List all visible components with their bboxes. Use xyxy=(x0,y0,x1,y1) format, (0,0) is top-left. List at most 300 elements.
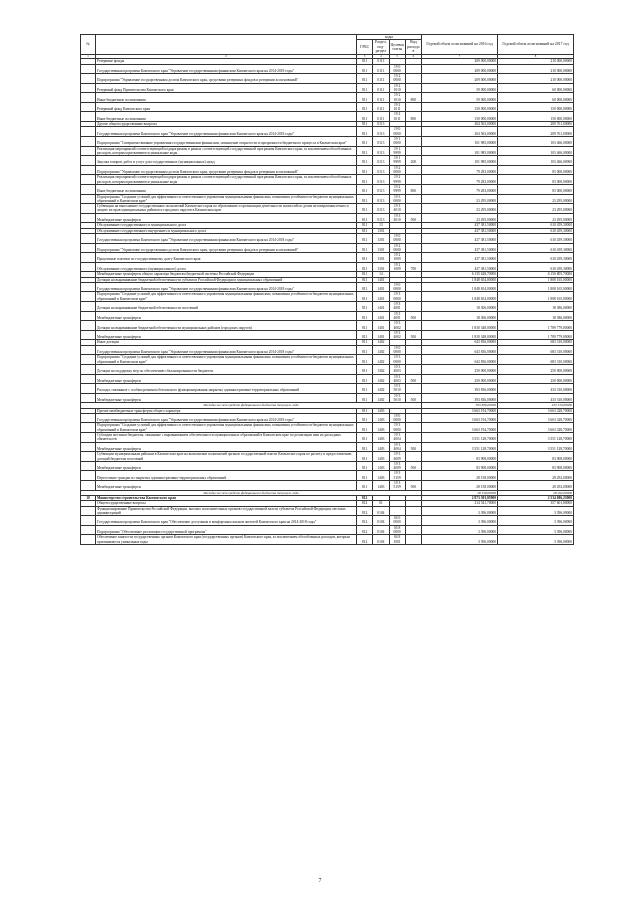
row-name: Обеспечение занятости государственных органов Камчатского края (государственных органов) Камчатского края, за исключением обособленных расходов, которым присваиваются уникальные коды xyxy=(96,535,357,545)
row-grbs: 811 xyxy=(357,292,373,302)
row-grbs: 812 xyxy=(357,506,373,516)
row-amount-2016: 3 396,00000 xyxy=(422,525,498,535)
row-grbs: 811 xyxy=(357,262,373,272)
row-number xyxy=(81,93,96,103)
table-body xyxy=(81,59,574,545)
table-row xyxy=(81,93,574,103)
row-target-article: 19 3 5010 xyxy=(389,384,405,394)
row-number xyxy=(81,311,96,321)
row-amount-2017: 3 396,00000 xyxy=(498,525,574,535)
table-row xyxy=(81,345,574,355)
row-amount-2016: 23 295,00000 xyxy=(422,194,498,204)
row-grbs: 811 xyxy=(357,321,373,331)
table-row xyxy=(81,184,574,194)
row-amount-2017: 3 396,00000 xyxy=(498,535,574,545)
row-target-article: 19 3 4001 xyxy=(389,302,405,312)
row-amount-2016: 393 836,00000 xyxy=(422,384,498,394)
row-expense-type: 700 xyxy=(405,262,421,272)
row-number xyxy=(81,127,96,137)
row-number xyxy=(81,321,96,331)
row-number xyxy=(81,355,96,365)
row-target-article: 04 0 0000 xyxy=(389,516,405,526)
table-row xyxy=(81,374,574,384)
row-amount-2017: 683 310,00000 xyxy=(498,355,574,365)
row-amount-2017: 83 000,00000 xyxy=(498,184,574,194)
row-grbs: 811 xyxy=(357,302,373,312)
row-name: Обслуживание государственного (муниципального) долга xyxy=(96,262,357,272)
row-razdel: 0113 xyxy=(373,204,389,214)
row-target-article: 19 3 5159 xyxy=(389,471,405,481)
row-expense-type xyxy=(405,345,421,355)
row-name: Дотации на выравнивание бюджетной обеспеченности муниципальных районов (городских округов) xyxy=(96,321,357,331)
row-target-article: 19 3 4004 xyxy=(389,442,405,452)
table-row xyxy=(81,413,574,423)
row-razdel: 1403 xyxy=(373,408,389,413)
row-amount-2016: 6 135 628,70000 xyxy=(422,272,498,277)
row-amount-2016: 150 000,00000 xyxy=(422,102,498,112)
row-amount-2016: 643 836,00000 xyxy=(422,340,498,345)
row-grbs: 811 xyxy=(357,243,373,253)
row-expense-type xyxy=(405,423,421,433)
row-target-article: 19 3 4003 xyxy=(389,364,405,374)
row-razdel: 0113 xyxy=(373,122,389,127)
row-amount-2017: 150 000,00000 xyxy=(498,102,574,112)
row-grbs: 811 xyxy=(357,442,373,452)
row-target-article: 19 2 1011 xyxy=(389,102,405,112)
row-expense-type: 800 xyxy=(405,184,421,194)
row-expense-type xyxy=(405,243,421,253)
row-target-article: 19 2 1011 xyxy=(389,112,405,122)
row-expense-type xyxy=(405,413,421,423)
row-expense-type xyxy=(405,321,421,331)
row-grbs: 811 xyxy=(357,64,373,74)
row-target-article: 19 0 0000 xyxy=(389,64,405,74)
row-number xyxy=(81,213,96,223)
row-name: Межбюджетные трансферты общего характера бюджетам бюджетной системы Российской Федерации xyxy=(96,272,357,277)
row-razdel: 0113 xyxy=(373,184,389,194)
row-expense-type xyxy=(405,506,421,516)
table-row xyxy=(81,461,574,471)
table-row xyxy=(81,321,574,331)
row-razdel: 1301 xyxy=(373,262,389,272)
row-expense-type xyxy=(405,127,421,137)
row-amount-2016: 28 158,00000 xyxy=(422,490,498,495)
row-name: Обслуживание государственного и муниципального долга xyxy=(96,223,357,228)
row-razdel: 0104 xyxy=(373,525,389,535)
row-amount-2017: 2 534 686,23000 xyxy=(498,495,574,500)
table-row xyxy=(81,384,574,394)
row-amount-2017: 210 000,00000 xyxy=(498,59,574,64)
row-expense-type xyxy=(405,194,421,204)
header-codes: коды xyxy=(357,35,422,40)
row-razdel: 0113 xyxy=(373,175,389,185)
table-row xyxy=(81,452,574,462)
row-grbs: 812 xyxy=(357,525,373,535)
row-target-article: 04 8 0000 xyxy=(389,525,405,535)
header-num: № xyxy=(81,35,96,55)
row-amount-2016: 1 848 654,00000 xyxy=(422,292,498,302)
row-razdel: 1301 xyxy=(373,253,389,263)
row-number xyxy=(81,102,96,112)
row-amount-2016: 101 985,00000 xyxy=(422,156,498,166)
table-row xyxy=(81,233,574,243)
row-number xyxy=(81,374,96,384)
row-expense-type xyxy=(405,384,421,394)
row-razdel: 1402 xyxy=(373,364,389,374)
row-target-article: 19 0 0000 xyxy=(389,233,405,243)
row-razdel: 0111 xyxy=(373,93,389,103)
row-grbs: 811 xyxy=(357,345,373,355)
row-expense-type xyxy=(405,364,421,374)
row-name: Подпрограмма "Управление государственным долгом Камчатского края, средствами резервных фондов и резервами ассигнований" xyxy=(96,165,357,175)
row-expense-type xyxy=(405,302,421,312)
row-amount-2017: 28 292,00000 xyxy=(498,490,574,495)
row-amount-2016: 1 848 654,00000 xyxy=(422,277,498,282)
row-expense-type xyxy=(405,292,421,302)
row-expense-type xyxy=(405,535,421,545)
row-expense-type xyxy=(405,175,421,185)
row-amount-2016: 79 283,00000 xyxy=(422,165,498,175)
table-row xyxy=(81,112,574,122)
row-amount-2016: 28 158,00000 xyxy=(422,481,498,491)
row-expense-type: 500 xyxy=(405,311,421,321)
header-razdel: Раздел, под-раздел xyxy=(373,40,389,54)
table-row xyxy=(81,282,574,292)
row-grbs: 811 xyxy=(357,452,373,462)
row-expense-type: 500 xyxy=(405,393,421,403)
col-index: 4 xyxy=(373,54,389,59)
row-amount-2016: 79 283,00000 xyxy=(422,175,498,185)
col-index: 5 xyxy=(389,54,405,59)
row-amount-2016: 1 848 654,00000 xyxy=(422,282,498,292)
row-razdel: 1403 xyxy=(373,413,389,423)
row-number xyxy=(81,525,96,535)
table-row xyxy=(81,165,574,175)
row-name: Межбюджетные трансферты xyxy=(96,442,357,452)
row-target-article: 19 3 0000 xyxy=(389,194,405,204)
table-row xyxy=(81,262,574,272)
table-row xyxy=(81,156,574,166)
row-name: Государственная программа Камчатского края "Управление государственными финансами Камчатского края на 2014-2018 годы" xyxy=(96,282,357,292)
row-amount-2017: 433 310,00000 xyxy=(498,393,574,403)
row-name: Реализация мероприятий соответствующей подпрограммы в рамках соответствующей государственной программы Камчатского края, за исключением обособленных расходов, которым присваиваются уникальные коды xyxy=(96,146,357,156)
row-expense-type xyxy=(405,516,421,526)
table-row xyxy=(81,292,574,302)
row-amount-2016: 3 396,00000 xyxy=(422,535,498,545)
row-amount-2016: 3 396,00000 xyxy=(422,506,498,516)
row-name: Подпрограмма "Управление государственным долгом Камчатского края, средствами резервных фондов и резервами ассигнований" xyxy=(96,74,357,84)
row-amount-2016: 83 908,00000 xyxy=(422,452,498,462)
row-amount-2017: 150 000,00000 xyxy=(498,112,574,122)
row-name: Подпрограмма "Совершенствование управления государственными финансами, повышение открытости и прозрачности бюджетного процесса в Камчатском крае" xyxy=(96,136,357,146)
row-number xyxy=(81,253,96,263)
row-target-article: 19 3 4002 xyxy=(389,330,405,340)
row-number xyxy=(81,233,96,243)
row-grbs: 811 xyxy=(357,277,373,282)
row-amount-2017: 209 761,00000 xyxy=(498,127,574,137)
row-amount-2017: 610 459,30000 xyxy=(498,243,574,253)
row-expense-type: 800 xyxy=(405,93,421,103)
row-razdel: 1403 xyxy=(373,461,389,471)
row-target-article: 19 2 0000 xyxy=(389,243,405,253)
row-amount-2017: 3 663 328,70000 xyxy=(498,423,574,433)
row-expense-type xyxy=(405,146,421,156)
row-amount-2017: 60 000,00000 xyxy=(498,93,574,103)
row-amount-2016: 393 836,00000 xyxy=(422,403,498,408)
row-expense-type: 800 xyxy=(405,112,421,122)
row-grbs: 811 xyxy=(357,59,373,64)
row-razdel: 1301 xyxy=(373,233,389,243)
col-index: 7 xyxy=(422,54,498,59)
row-amount-2017: 250 000,00000 xyxy=(498,364,574,374)
row-amount-2017: 28 292,00000 xyxy=(498,481,574,491)
table-row xyxy=(81,506,574,516)
row-amount-2016: 1 830 348,00000 xyxy=(422,321,498,331)
row-razdel: 0104 xyxy=(373,516,389,526)
row-amount-2017: 1 789 779,00000 xyxy=(498,321,574,331)
row-target-article: 19 3 4002 xyxy=(389,321,405,331)
page-number: 7 xyxy=(318,878,322,884)
row-razdel: 0113 xyxy=(373,165,389,175)
row-amount-2017: 1 808 165,00000 xyxy=(498,282,574,292)
row-razdel: 1403 xyxy=(373,471,389,481)
row-target-article: 19 2 9999 xyxy=(389,175,405,185)
row-razdel: 1401 xyxy=(373,292,389,302)
row-razdel: 0113 xyxy=(373,127,389,137)
row-amount-2016: 150 000,00000 xyxy=(422,112,498,122)
row-razdel: 1301 xyxy=(373,243,389,253)
row-grbs: 811 xyxy=(357,272,373,277)
row-amount-2016: 2 873 303,05900 xyxy=(422,495,498,500)
row-razdel: 13 xyxy=(373,223,389,228)
row-number xyxy=(81,194,96,204)
table-row xyxy=(81,102,574,112)
row-razdel: 0111 xyxy=(373,102,389,112)
row-amount-2017: 610 459,30000 xyxy=(498,233,574,243)
row-amount-2016: 23 295,00000 xyxy=(422,213,498,223)
row-razdel: 1402 xyxy=(373,374,389,384)
row-number xyxy=(81,204,96,214)
row-amount-2017: 683 310,00000 xyxy=(498,340,574,345)
row-amount-2017: 18 386,00000 xyxy=(498,311,574,321)
row-name: Обслуживание государственного внутреннего и муниципального долга xyxy=(96,228,357,233)
row-number xyxy=(81,156,96,166)
row-note: Расходы за счет средств федерального бюджета текущего года xyxy=(81,490,422,495)
row-name: Резервные фонды xyxy=(96,59,357,64)
row-amount-2017: 103 466,00000 xyxy=(498,136,574,146)
row-name: Межбюджетные трансферты xyxy=(96,311,357,321)
row-grbs: 811 xyxy=(357,165,373,175)
row-target-article: 19 1 9999 xyxy=(389,146,405,156)
row-number xyxy=(81,393,96,403)
row-number xyxy=(81,64,96,74)
row-razdel: 0113 xyxy=(373,136,389,146)
row-amount-2016: 250 000,00000 xyxy=(422,374,498,384)
row-grbs: 811 xyxy=(357,127,373,137)
row-name: Подпрограмма "Управление государственным долгом Камчатского края, средствами резервных фондов и резервами ассигнований" xyxy=(96,243,357,253)
row-grbs: 811 xyxy=(357,156,373,166)
row-target-article: 19 3 5159 xyxy=(389,481,405,491)
row-name: Государственная программа Камчатского края "Обеспечение доступным и комфортным жильем жителей Камчатского края на 2014-2018 годы" xyxy=(96,516,357,526)
table-row xyxy=(81,127,574,137)
row-razdel: 1402 xyxy=(373,384,389,394)
row-amount-2017: 250 000,00000 xyxy=(498,374,574,384)
row-expense-type xyxy=(405,136,421,146)
table-header-row-top xyxy=(81,35,574,40)
row-target-article: 19 2 1009 xyxy=(389,253,405,263)
row-number xyxy=(81,442,96,452)
row-grbs: 811 xyxy=(357,194,373,204)
row-amount-2017: 210 000,00000 xyxy=(498,74,574,84)
row-amount-2017: 1 808 165,00000 xyxy=(498,277,574,282)
row-grbs: 811 xyxy=(357,146,373,156)
row-amount-2017: 3 663 328,70000 xyxy=(498,413,574,423)
row-expense-type xyxy=(405,165,421,175)
row-target-article: 19 2 1009 xyxy=(389,262,405,272)
row-name: Иные дотации xyxy=(96,340,357,345)
row-target-article: 19 0 0000 xyxy=(389,282,405,292)
row-amount-2017: 683 310,00000 xyxy=(498,345,574,355)
row-grbs: 811 xyxy=(357,481,373,491)
table-row xyxy=(81,213,574,223)
row-number xyxy=(81,384,96,394)
row-grbs: 811 xyxy=(357,93,373,103)
row-expense-type: 500 xyxy=(405,213,421,223)
col-index: 6 xyxy=(405,54,421,59)
table-row xyxy=(81,175,574,185)
row-grbs: 812 xyxy=(357,535,373,545)
row-number xyxy=(81,175,96,185)
row-amount-2016: 250 000,00000 xyxy=(422,364,498,374)
table-row xyxy=(81,136,574,146)
row-name: Субвенции муниципальным районам в Камчатском крае на выполнение полномочий органов государственной власти Камчатского края по расчету и предоставлению дотаций бюджетам поселений xyxy=(96,452,357,462)
table-row xyxy=(81,471,574,481)
row-name: Другие общегосударственные вопросы xyxy=(96,122,357,127)
row-target-article: 19 3 5010 xyxy=(389,393,405,403)
row-target-article: 19 2 1010 xyxy=(389,93,405,103)
row-number xyxy=(81,146,96,156)
row-target-article: 19 3 4010 xyxy=(389,213,405,223)
row-amount-2016: 59 000,00000 xyxy=(422,83,498,93)
row-razdel: 1402 xyxy=(373,393,389,403)
row-expense-type xyxy=(405,83,421,93)
row-expense-type xyxy=(405,64,421,74)
row-number xyxy=(81,364,96,374)
row-grbs: 811 xyxy=(357,253,373,263)
row-number xyxy=(81,461,96,471)
row-name: Межбюджетные трансферты xyxy=(96,330,357,340)
row-grbs: 811 xyxy=(357,213,373,223)
row-amount-2017: 610 459,30000 xyxy=(498,253,574,263)
row-amount-2016: 209 000,00000 xyxy=(422,64,498,74)
header-expense-type: Вид расходов xyxy=(407,40,420,54)
row-number: 10 xyxy=(81,495,96,500)
row-amount-2017: 210 000,00000 xyxy=(498,64,574,74)
row-name: Общегосударственные вопросы xyxy=(96,501,357,506)
row-number xyxy=(81,112,96,122)
row-razdel: 0113 xyxy=(373,156,389,166)
row-razdel: 0111 xyxy=(373,64,389,74)
row-razdel: 01 xyxy=(373,501,389,506)
row-razdel: 1403 xyxy=(373,481,389,491)
row-amount-2017: 83 000,00000 xyxy=(498,175,574,185)
row-target-article: 19 3 0000 xyxy=(389,355,405,365)
row-number xyxy=(81,282,96,292)
row-expense-type xyxy=(405,452,421,462)
row-razdel: 0113 xyxy=(373,213,389,223)
row-grbs: 811 xyxy=(357,112,373,122)
table-row xyxy=(81,355,574,365)
row-name: Реализация мероприятий соответствующей подпрограммы в рамках соответствующей государственной программы Камчатского края, за исключением обособленных расходов, которым присваиваются уникальные коды xyxy=(96,175,357,185)
row-amount-2017: 1 789 779,00000 xyxy=(498,330,574,340)
row-amount-2017: 610 459,30000 xyxy=(498,262,574,272)
row-name: Межбюджетные трансферты xyxy=(96,461,357,471)
table-row xyxy=(81,243,574,253)
row-number xyxy=(81,243,96,253)
row-target-article: 19 2 0000 xyxy=(389,74,405,84)
row-expense-type xyxy=(405,204,421,214)
col-index: 2 xyxy=(96,54,357,59)
row-name: Дотации на выравнивание бюджетной обеспеченности поселений xyxy=(96,302,357,312)
table-row xyxy=(81,423,574,433)
row-name: Процентные платежи по государственному долгу Камчатского края xyxy=(96,253,357,263)
row-grbs: 811 xyxy=(357,471,373,481)
row-amount-2017: 28 292,00000 xyxy=(498,471,574,481)
row-razdel: 14 xyxy=(373,272,389,277)
table-row xyxy=(81,525,574,535)
row-amount-2017: 23 295,00000 xyxy=(498,194,574,204)
row-razdel: 1401 xyxy=(373,302,389,312)
row-grbs: 811 xyxy=(357,461,373,471)
row-expense-type xyxy=(405,525,421,535)
row-grbs: 811 xyxy=(357,384,373,394)
row-grbs: 811 xyxy=(357,393,373,403)
row-target-article: 19 2 0000 xyxy=(389,165,405,175)
row-amount-2017: 3 551 128,70000 xyxy=(498,442,574,452)
row-grbs: 811 xyxy=(357,374,373,384)
row-amount-2016: 393 836,00000 xyxy=(422,393,498,403)
row-amount-2017: 3 396,00000 xyxy=(498,516,574,526)
row-name: Межбюджетные трансферты xyxy=(96,481,357,491)
row-number xyxy=(81,433,96,443)
row-name: Иные бюджетные ассигнования xyxy=(96,184,357,194)
table-row xyxy=(81,516,574,526)
row-expense-type: 500 xyxy=(405,461,421,471)
row-razdel: 0111 xyxy=(373,59,389,64)
row-grbs: 811 xyxy=(357,74,373,84)
row-name: Государственная программа Камчатского края "Управление государственными финансами Камчатского края на 2014-2018 годы" xyxy=(96,345,357,355)
row-razdel: 1402 xyxy=(373,345,389,355)
row-name: Подпрограмма "Создание условий для эффективного и ответственного управления муниципальными финансами, повышения устойчивости бюджетов муниципальных образований в Камчатском крае" xyxy=(96,292,357,302)
row-razdel: 1401 xyxy=(373,321,389,331)
row-amount-2016: 437 381,50000 xyxy=(422,233,498,243)
row-name: Государственная программа Камчатского края "Управление государственными финансами Камчатского края на 2014-2018 годы" xyxy=(96,413,357,423)
row-expense-type: 500 xyxy=(405,330,421,340)
row-target-article: 19 1 0000 xyxy=(389,136,405,146)
row-name: Межбюджетные трансферты xyxy=(96,393,357,403)
row-grbs: 812 xyxy=(357,495,373,500)
row-amount-2016: 643 836,00000 xyxy=(422,355,498,365)
row-amount-2016: 437 381,50000 xyxy=(422,223,498,228)
row-expense-type xyxy=(405,102,421,112)
table-row xyxy=(81,64,574,74)
row-name: Подпрограмма "Создание условий для эффективного и ответственного управления муниципальными финансами, повышения устойчивости бюджетов муниципальных образований в Камчатском крае" xyxy=(96,194,357,204)
row-amount-2017: 433 310,00000 xyxy=(498,384,574,394)
row-number xyxy=(81,330,96,340)
row-expense-type xyxy=(405,253,421,263)
row-name: Подпрограмма "Обеспечение реализации государственной программы" xyxy=(96,525,357,535)
table-row xyxy=(81,364,574,374)
